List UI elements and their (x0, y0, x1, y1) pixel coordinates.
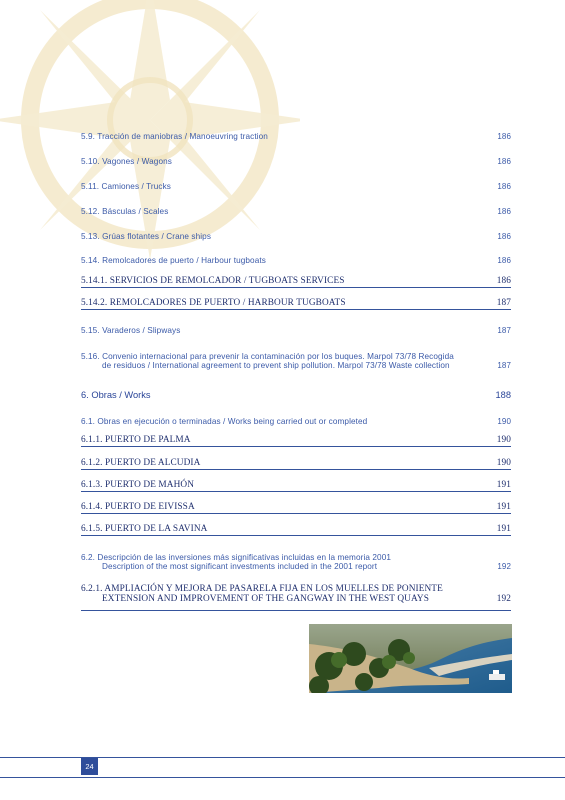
toc-entry-6-1-2[interactable]: 6.1.2. PUERTO DE ALCUDIA 190 (81, 458, 511, 468)
toc-entry-5-10[interactable]: 5.10. Vagones / Wagons 186 (81, 157, 511, 166)
toc-entry-6-2[interactable]: 6.2. Descripción de las inversiones más significativas incluidas en la memoria 2001 Description of the most significant investments included in the 2001 report 192 (81, 553, 511, 571)
harbour-photo (309, 624, 512, 693)
toc-entry-6-1-3[interactable]: 6.1.3. PUERTO DE MAHÓN 191 (81, 480, 511, 490)
toc-entry-5-15[interactable]: 5.15. Varaderos / Slipways 187 (81, 326, 511, 335)
toc-entry-5-9[interactable]: 5.9. Tracción de maniobras / Manoeuvring traction 186 (81, 132, 511, 141)
toc-end-rule (81, 610, 511, 611)
toc-entry-6-2-1[interactable]: 6.2.1. AMPLIACIÓN Y MEJORA DE PASARELA FIJA EN LOS MUELLES DE PONIENTE EXTENSION AND IMPROVEMENT OF THE GANGWAY IN THE WEST QUAYS 192 (81, 584, 511, 604)
toc-entry-6-1-1[interactable]: 6.1.1. PUERTO DE PALMA 190 (81, 435, 511, 445)
toc-entry-6-1-5[interactable]: 6.1.5. PUERTO DE LA SAVINA 191 (81, 524, 511, 534)
compass-rose-watermark (0, 0, 300, 300)
toc-entry-5-13[interactable]: 5.13. Grúas flotantes / Crane ships 186 (81, 232, 511, 241)
toc-entry-5-11[interactable]: 5.11. Camiones / Trucks 186 (81, 182, 511, 191)
toc-entry-6-1-4[interactable]: 6.1.4. PUERTO DE EIVISSA 191 (81, 502, 511, 512)
page-number: 24 (81, 758, 98, 775)
toc-entry-6-1[interactable]: 6.1. Obras en ejecución o terminadas / Works being carried out or completed 190 (81, 417, 511, 426)
toc-entry-5-14-1[interactable]: 5.14.1. SERVICIOS DE REMOLCADOR / TUGBOATS SERVICES 186 (81, 276, 511, 286)
toc-entry-5-16[interactable]: 5.16. Convenio internacional para prevenir la contaminación por los buques. Marpol 73/78 Recogida de residuos / International agreement to prevent ship pollution. Marpol 73/78 Waste collection 187 (81, 352, 511, 370)
toc-entry-5-14[interactable]: 5.14. Remolcadores de puerto / Harbour tugboats 186 (81, 256, 511, 265)
footer-rule-bottom (0, 777, 565, 778)
toc-entry-5-12[interactable]: 5.12. Básculas / Scales 186 (81, 207, 511, 216)
toc-entry-6[interactable]: 6. Obras / Works 188 (81, 390, 511, 400)
toc-entry-5-14-2[interactable]: 5.14.2. REMOLCADORES DE PUERTO / HARBOUR TUGBOATS 187 (81, 298, 511, 308)
